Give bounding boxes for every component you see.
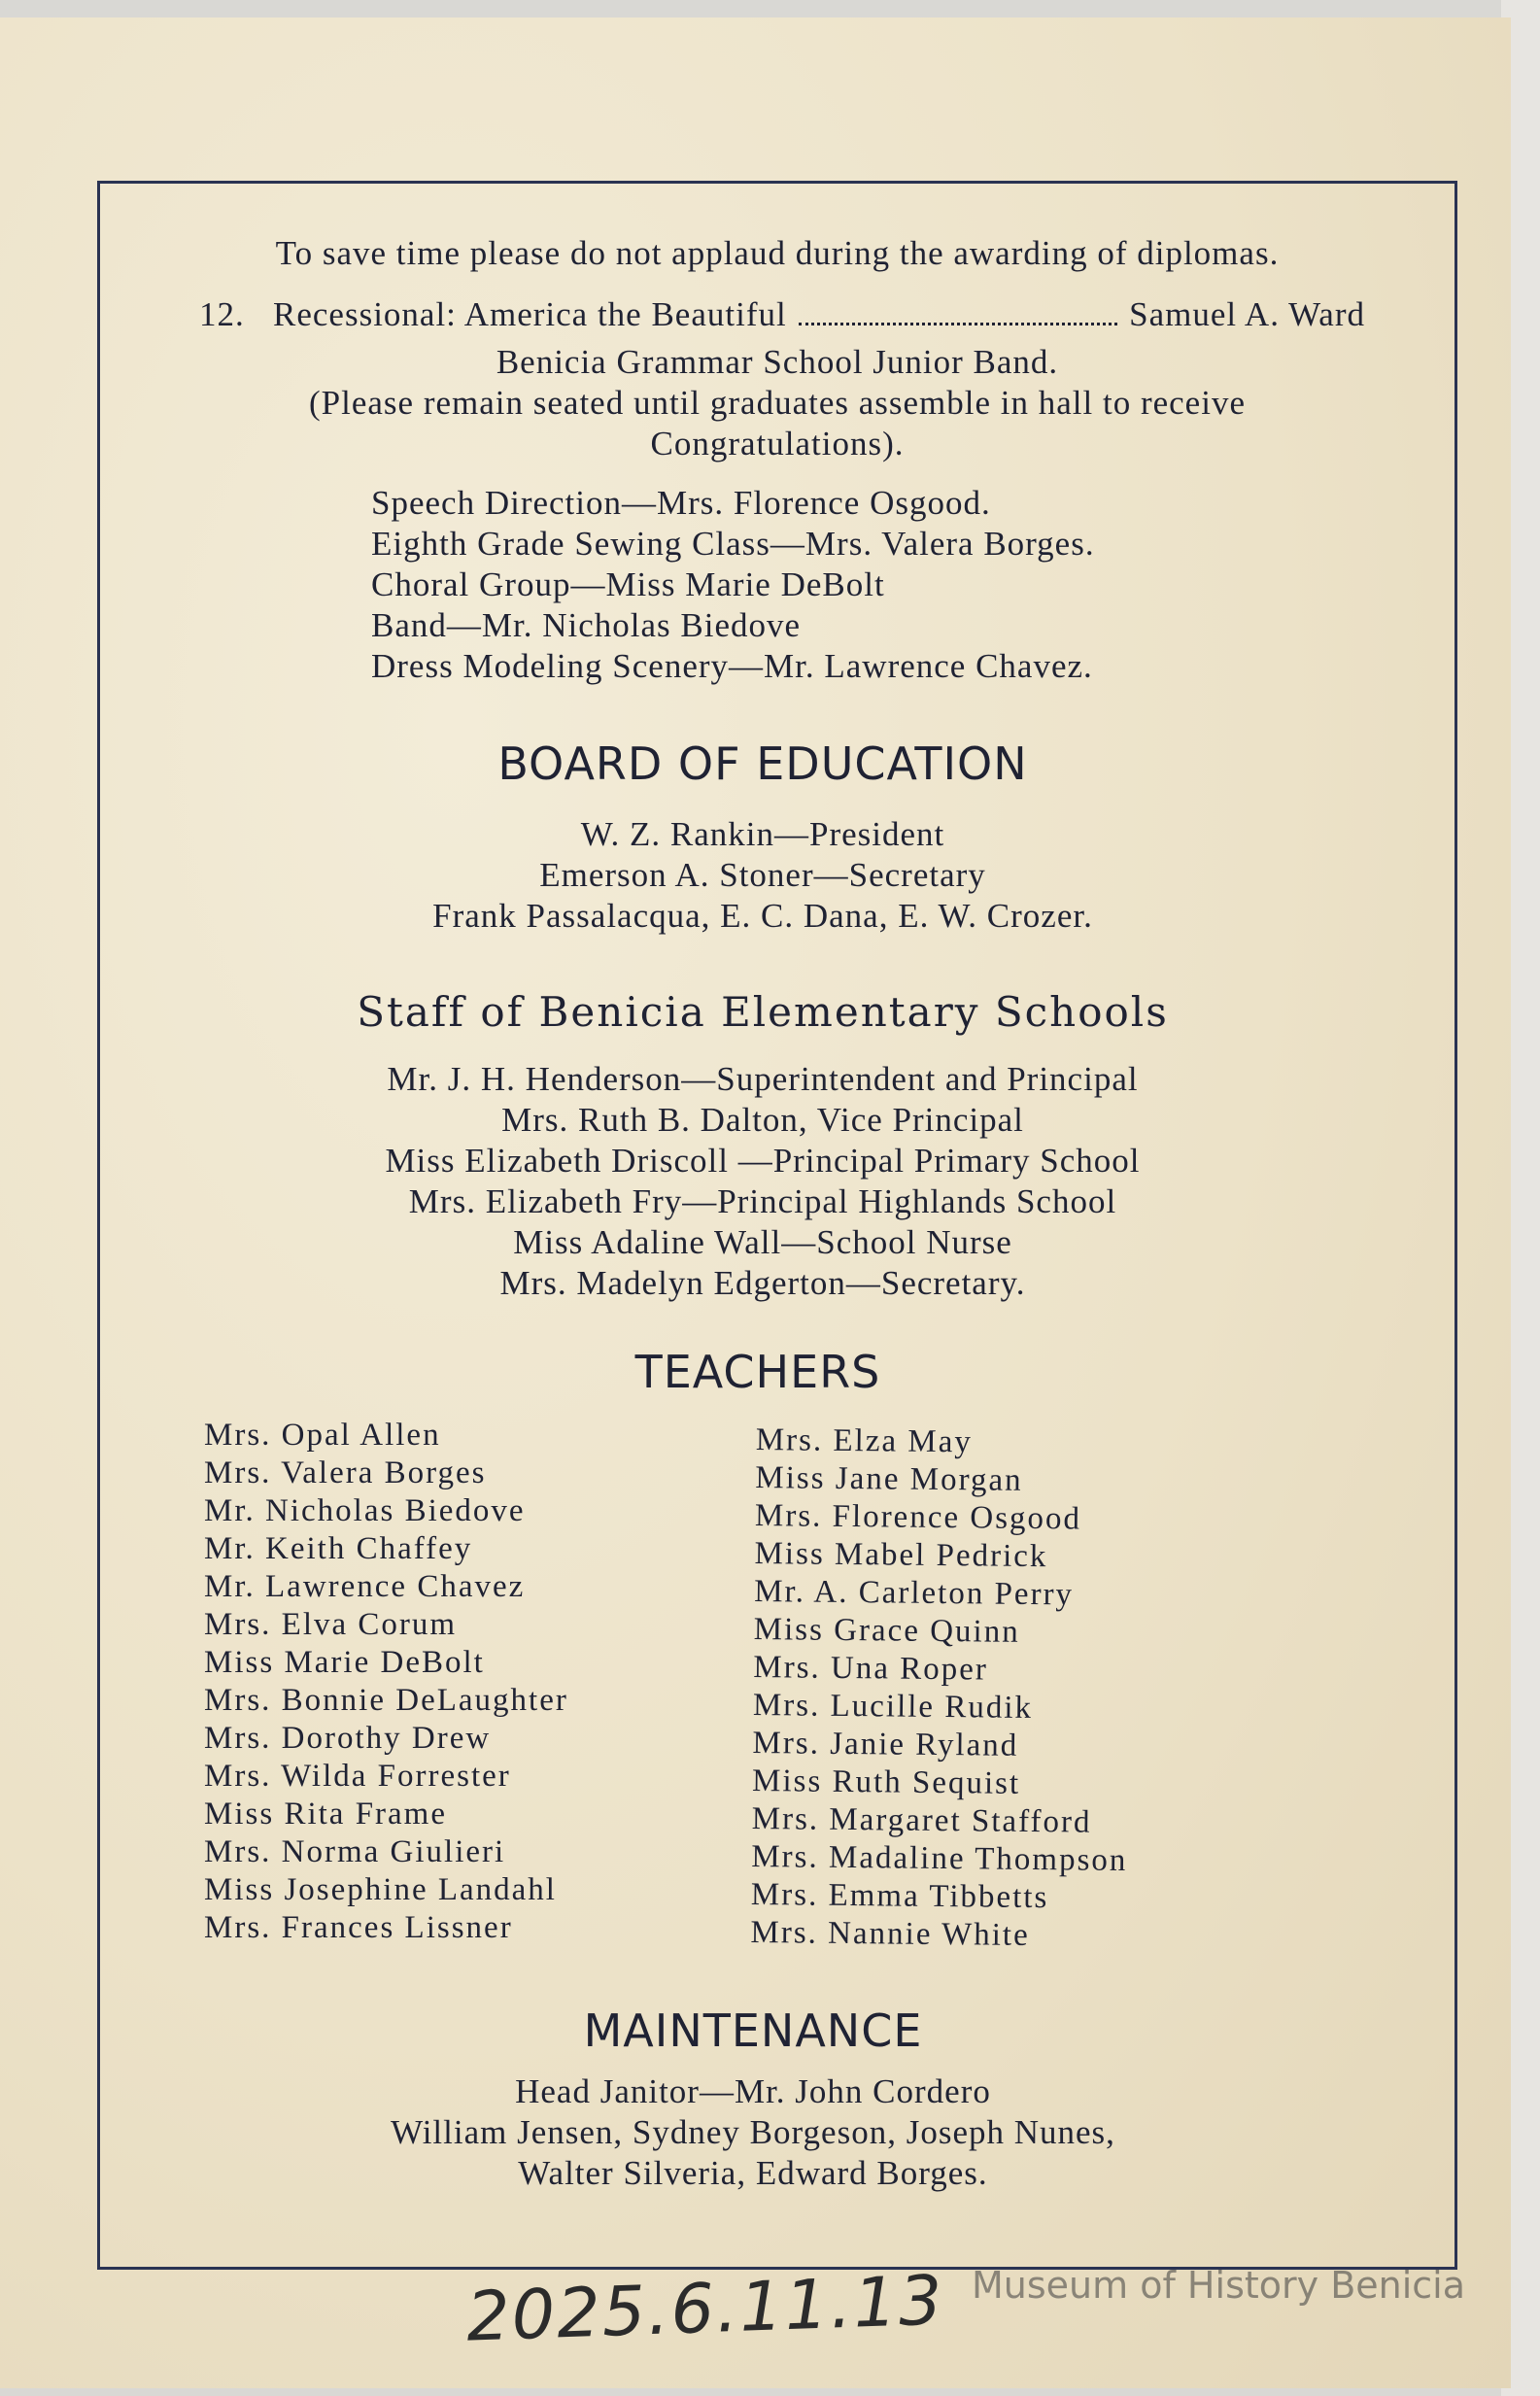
dot-leader [799, 299, 1117, 325]
museum-watermark: Museum of History Benicia [972, 2264, 1466, 2307]
staff-line: Mrs. Madelyn Edgerton—Secretary. [499, 1264, 1026, 1302]
staff-line: Miss Adaline Wall—School Nurse [513, 1223, 1012, 1261]
recessional-item [199, 295, 1365, 334]
notice-text: To save time please do not applaud during the awarding of diplomas. [275, 234, 1280, 272]
credit-line: Choral Group—Miss Marie DeBolt [371, 565, 885, 603]
teachers-heading: TEACHERS [634, 1346, 881, 1398]
teacher-name: Miss Jane Morgan [755, 1459, 1023, 1498]
credit-line: Dress Modeling Scenery—Mr. Lawrence Chavez. [371, 647, 1093, 685]
recessional-details [126, 342, 1428, 464]
recessional-note-2: Congratulations). [650, 425, 905, 462]
teacher-name: Miss Mabel Pedrick [754, 1535, 1048, 1575]
teacher-name: Mrs. Una Roper [753, 1649, 989, 1688]
credit-line: Eighth Grade Sewing Class—Mrs. Valera Borges. [371, 525, 1095, 563]
maintenance-line: Walter Silveria, Edward Borges. [518, 2154, 988, 2192]
maintenance-line: William Jensen, Sydney Borgeson, Joseph Nunes, [391, 2113, 1115, 2151]
staff-line: Miss Elizabeth Driscoll —Principal Primary School [385, 1142, 1141, 1180]
staff-line: Mrs. Ruth B. Dalton, Vice Principal [501, 1101, 1024, 1139]
teacher-name: Mr. A. Carleton Perry [753, 1573, 1075, 1613]
teacher-name: Mrs. Dorothy Drew [204, 1721, 492, 1756]
teacher-name: Mrs. Elva Corum [204, 1607, 458, 1642]
staff-line: Mrs. Elizabeth Fry—Principal Highlands School [408, 1182, 1117, 1220]
credit-line: Speech Direction—Mrs. Florence Osgood. [371, 484, 991, 522]
board-line: Frank Passalacqua, E. C. Dana, E. W. Crozer. [432, 897, 1093, 935]
recessional-line [199, 295, 1365, 334]
teacher-name: Mrs. Norma Giulieri [204, 1834, 506, 1869]
board-line: Emerson A. Stoner—Secretary [539, 856, 986, 894]
teacher-name: Mrs. Nannie White [750, 1914, 1030, 1953]
recessional-performer: Benicia Grammar School Junior Band. [496, 343, 1059, 381]
staff-heading: Staff of Benicia Elementary Schools [357, 988, 1169, 1036]
teacher-name: Miss Marie DeBolt [204, 1645, 485, 1680]
maintenance-staff [126, 2071, 1380, 2194]
teacher-name: Mrs. Margaret Stafford [751, 1800, 1092, 1840]
board-heading: BOARD OF EDUCATION [497, 737, 1028, 790]
teacher-name: Mrs. Wilda Forrester [204, 1759, 511, 1794]
teacher-name: Mrs. Elza May [755, 1422, 974, 1460]
board-line: W. Z. Rankin—President [580, 815, 945, 853]
teacher-name: Mrs. Madaline Thompson [751, 1838, 1128, 1879]
recessional-composer: Samuel A. Ward [1129, 295, 1365, 333]
accession-number: 2025.6.11.13 [464, 2260, 945, 2357]
recessional-note-1: (Please remain seated until graduates assemble in hall to receive [309, 384, 1246, 422]
teacher-name: Mr. Keith Chaffey [204, 1531, 473, 1566]
staff-list [126, 1059, 1399, 1304]
recessional-title: Recessional: America the Beautiful [273, 295, 787, 333]
board-members [126, 814, 1399, 937]
item-number: 12. [199, 295, 245, 333]
maintenance-section [126, 2003, 1380, 2058]
teacher-name: Mrs. Lucille Rudik [752, 1687, 1034, 1726]
teacher-name: Miss Rita Frame [204, 1797, 447, 1831]
teacher-name: Mr. Lawrence Chavez [204, 1569, 526, 1604]
teacher-name: Mrs. Bonnie DeLaughter [204, 1683, 568, 1718]
applause-notice [126, 233, 1428, 274]
teacher-name: Miss Grace Quinn [753, 1611, 1020, 1650]
staff-section [126, 985, 1399, 1040]
teachers-right-column [750, 1421, 1261, 1957]
teacher-name: Mrs. Valera Borges [204, 1455, 487, 1490]
staff-line: Mr. J. H. Henderson—Superintendent and Principal [387, 1060, 1139, 1098]
maintenance-heading: MAINTENANCE [583, 2004, 923, 2057]
teachers-left-column [204, 1417, 709, 1947]
teacher-name: Mr. Nicholas Biedove [204, 1493, 526, 1528]
maintenance-line: Head Janitor—Mr. John Cordero [515, 2072, 991, 2110]
board-section [126, 736, 1399, 791]
teacher-name: Miss Josephine Landahl [204, 1872, 557, 1907]
teacher-name: Mrs. Emma Tibbetts [750, 1876, 1049, 1916]
teacher-name: Mrs. Opal Allen [204, 1418, 441, 1453]
teacher-name: Mrs. Janie Ryland [752, 1725, 1019, 1763]
credits-list [371, 483, 1343, 687]
teachers-section [126, 1345, 1389, 1399]
teacher-name: Mrs. Florence Osgood [754, 1497, 1082, 1537]
teacher-name: Miss Ruth Sequist [751, 1763, 1021, 1801]
credit-line: Band—Mr. Nicholas Biedove [371, 606, 802, 644]
teacher-name: Mrs. Frances Lissner [204, 1910, 513, 1945]
